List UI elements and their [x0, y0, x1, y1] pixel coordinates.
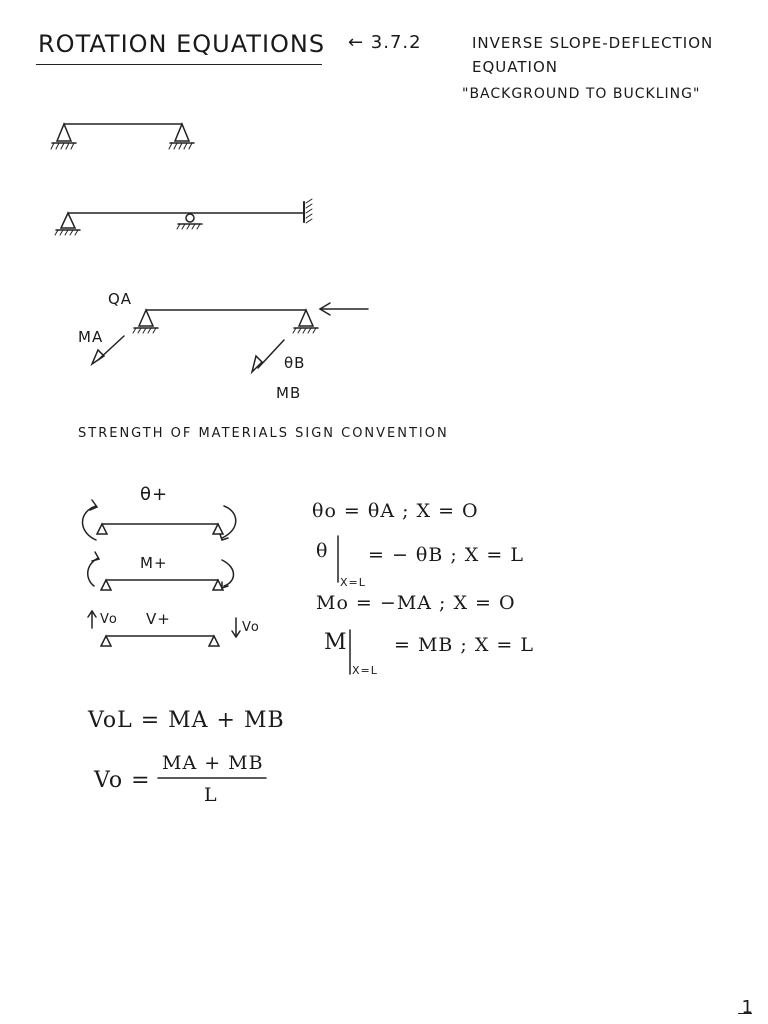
page-title: ROTATION EQUATIONS [38, 30, 326, 58]
subtitle-line-1: INVERSE SLOPE-DEFLECTION [472, 34, 714, 52]
label-moment-plus: M+ [140, 554, 168, 572]
label-shear-left: Vo [100, 612, 118, 627]
boundary-condition-3: Mo = −MA ; X = O [316, 592, 516, 614]
sign-convention-heading: STRENGTH OF MATERIALS SIGN CONVENTION [78, 426, 449, 441]
boundary-condition-4-lhs: M [324, 630, 348, 655]
section-reference: ← 3.7.2 [348, 32, 422, 53]
shear-equation-1: VoL = MA + MB [88, 708, 285, 733]
label-shear-right: Vo [242, 620, 260, 635]
label-ma: MA [78, 328, 104, 346]
subtitle-line-2: EQUATION [472, 58, 558, 76]
label-shear-plus: V+ [146, 610, 171, 628]
beam-fixed-end [55, 199, 312, 235]
shear-equation-2-lhs: Vo = [94, 768, 151, 793]
label-qa: QA [108, 290, 133, 308]
shear-equation-2-denominator: L [204, 784, 218, 806]
page-number: 1 [741, 997, 754, 1018]
boundary-condition-2-rhs: = − θB ; X = L [368, 544, 524, 566]
beam-loaded [92, 303, 368, 372]
label-theta-b: θB [284, 354, 306, 372]
boundary-condition-2-sub: X=L [340, 576, 366, 589]
page-number-underline [738, 1013, 752, 1014]
beam-simple-supported [51, 124, 194, 149]
boundary-condition-1: θo = θA ; X = O [312, 500, 479, 522]
convention-rotation-beam [83, 500, 236, 540]
boundary-condition-4-sub: X=L [352, 664, 378, 677]
shear-equation-2-numerator: MA + MB [162, 752, 264, 774]
boundary-condition-2-lhs: θ [316, 540, 329, 562]
label-theta-plus: θ+ [140, 484, 169, 505]
label-mb: MB [276, 384, 302, 402]
boundary-condition-4-rhs: = MB ; X = L [394, 634, 534, 656]
subtitle-line-3: "BACKGROUND TO BUCKLING" [462, 86, 701, 102]
